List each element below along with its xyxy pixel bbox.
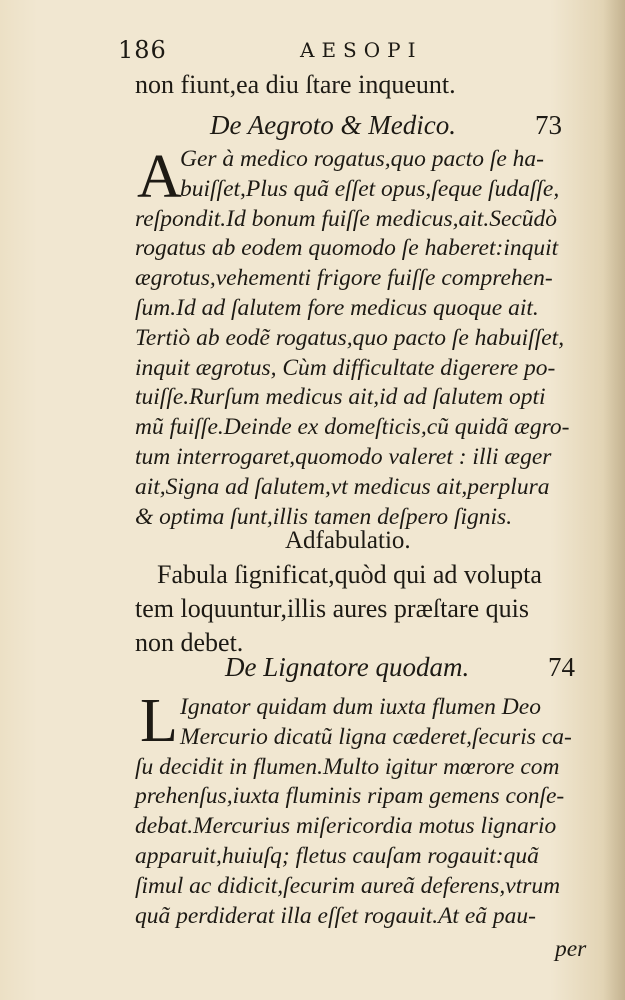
text-line: Tertiò ab eodẽ rogatus,quo pacto ſe habuiſſet, bbox=[135, 324, 565, 351]
text-line: rogatus ab eodem quomodo ſe haberet:inquit bbox=[135, 235, 559, 262]
text-line: reſpondit.Id bonum fuiſſe medicus,ait.Secũdò bbox=[135, 205, 558, 232]
fable-74-title: De Lignatore quodam. bbox=[225, 652, 470, 682]
fable-74-number: 74 bbox=[548, 652, 575, 682]
page-headline bbox=[110, 36, 595, 66]
fable-73-dropcap: A bbox=[137, 143, 182, 211]
page-gutter-shadow bbox=[603, 0, 625, 1000]
text-line: Ignator quidam dum iuxta flumen Deo bbox=[180, 694, 541, 720]
fable-74-dropcap: L bbox=[140, 687, 178, 755]
text-line: ægrotus,vehementi frigore fuiſſe comprehen- bbox=[135, 265, 553, 292]
text-line: debat.Mercurius miſericordia motus lignario bbox=[135, 813, 557, 840]
moral-body bbox=[135, 558, 590, 660]
text-line: inquit ægrotus, Cùm difficultate digerere po- bbox=[135, 354, 556, 381]
fable-73-title: De Aegroto & Medico. bbox=[210, 110, 456, 140]
fable-74-body bbox=[135, 693, 590, 931]
catchword: per bbox=[555, 936, 587, 962]
text-line: mũ fuiſſe.Deinde ex domeſticis,cũ quidã ægro- bbox=[135, 414, 570, 441]
text-line: ſu decidit in flumen.Multo igitur mœrore com bbox=[135, 753, 560, 780]
text-line: apparuit,huiuſq; fletus cauſam rogauit:quã bbox=[135, 842, 539, 869]
text-line: Fabula ſignificat,quòd qui ad volupta bbox=[157, 560, 542, 589]
text-line: non debet. bbox=[135, 628, 244, 657]
text-line: ſimul ac didicit,ſecurim aureã deferens,vtrum bbox=[135, 872, 561, 899]
fable-73-number: 73 bbox=[535, 110, 562, 140]
text-line: prehenſus,iuxta fluminis ripam gemens conſe- bbox=[135, 783, 565, 810]
text-line: ait,Signa ad ſalutem,vt medicus ait,perplura bbox=[135, 473, 550, 500]
moral-title: Adfabulatio. bbox=[285, 527, 411, 554]
text-line: Ger à medico rogatus,quo pacto ſe ha- bbox=[180, 146, 544, 172]
text-line: tem loquuntur,illis aures præſtare quis bbox=[135, 594, 529, 623]
text-line: tuiſſe.Rurſum medicus ait,id ad ſalutem opti bbox=[135, 384, 546, 411]
text-line: buiſſet,Plus quã eſſet opus,ſeque ſudaſſe, bbox=[180, 175, 560, 202]
text-line: ſum.Id ad ſalutem fore medicus quoque ait. bbox=[135, 294, 539, 321]
text-line: quã perdiderat illa eſſet rogauit.At eã pau- bbox=[135, 902, 536, 929]
opening-text bbox=[135, 68, 590, 102]
text-line: non fiunt,ea diu ſtare inqueunt. bbox=[135, 70, 456, 99]
text-line: Mercurio dicatũ ligna cæderet,ſecuris ca- bbox=[180, 723, 572, 750]
text-line: & optima ſunt,illis tamen deſpero ſignis. bbox=[135, 503, 513, 530]
fable-73-body bbox=[135, 145, 590, 532]
page-number: 186 bbox=[118, 36, 167, 64]
text-line: tum interrogaret,quomodo valeret : illi æger bbox=[135, 443, 552, 470]
running-head: AESOPI bbox=[300, 38, 423, 62]
